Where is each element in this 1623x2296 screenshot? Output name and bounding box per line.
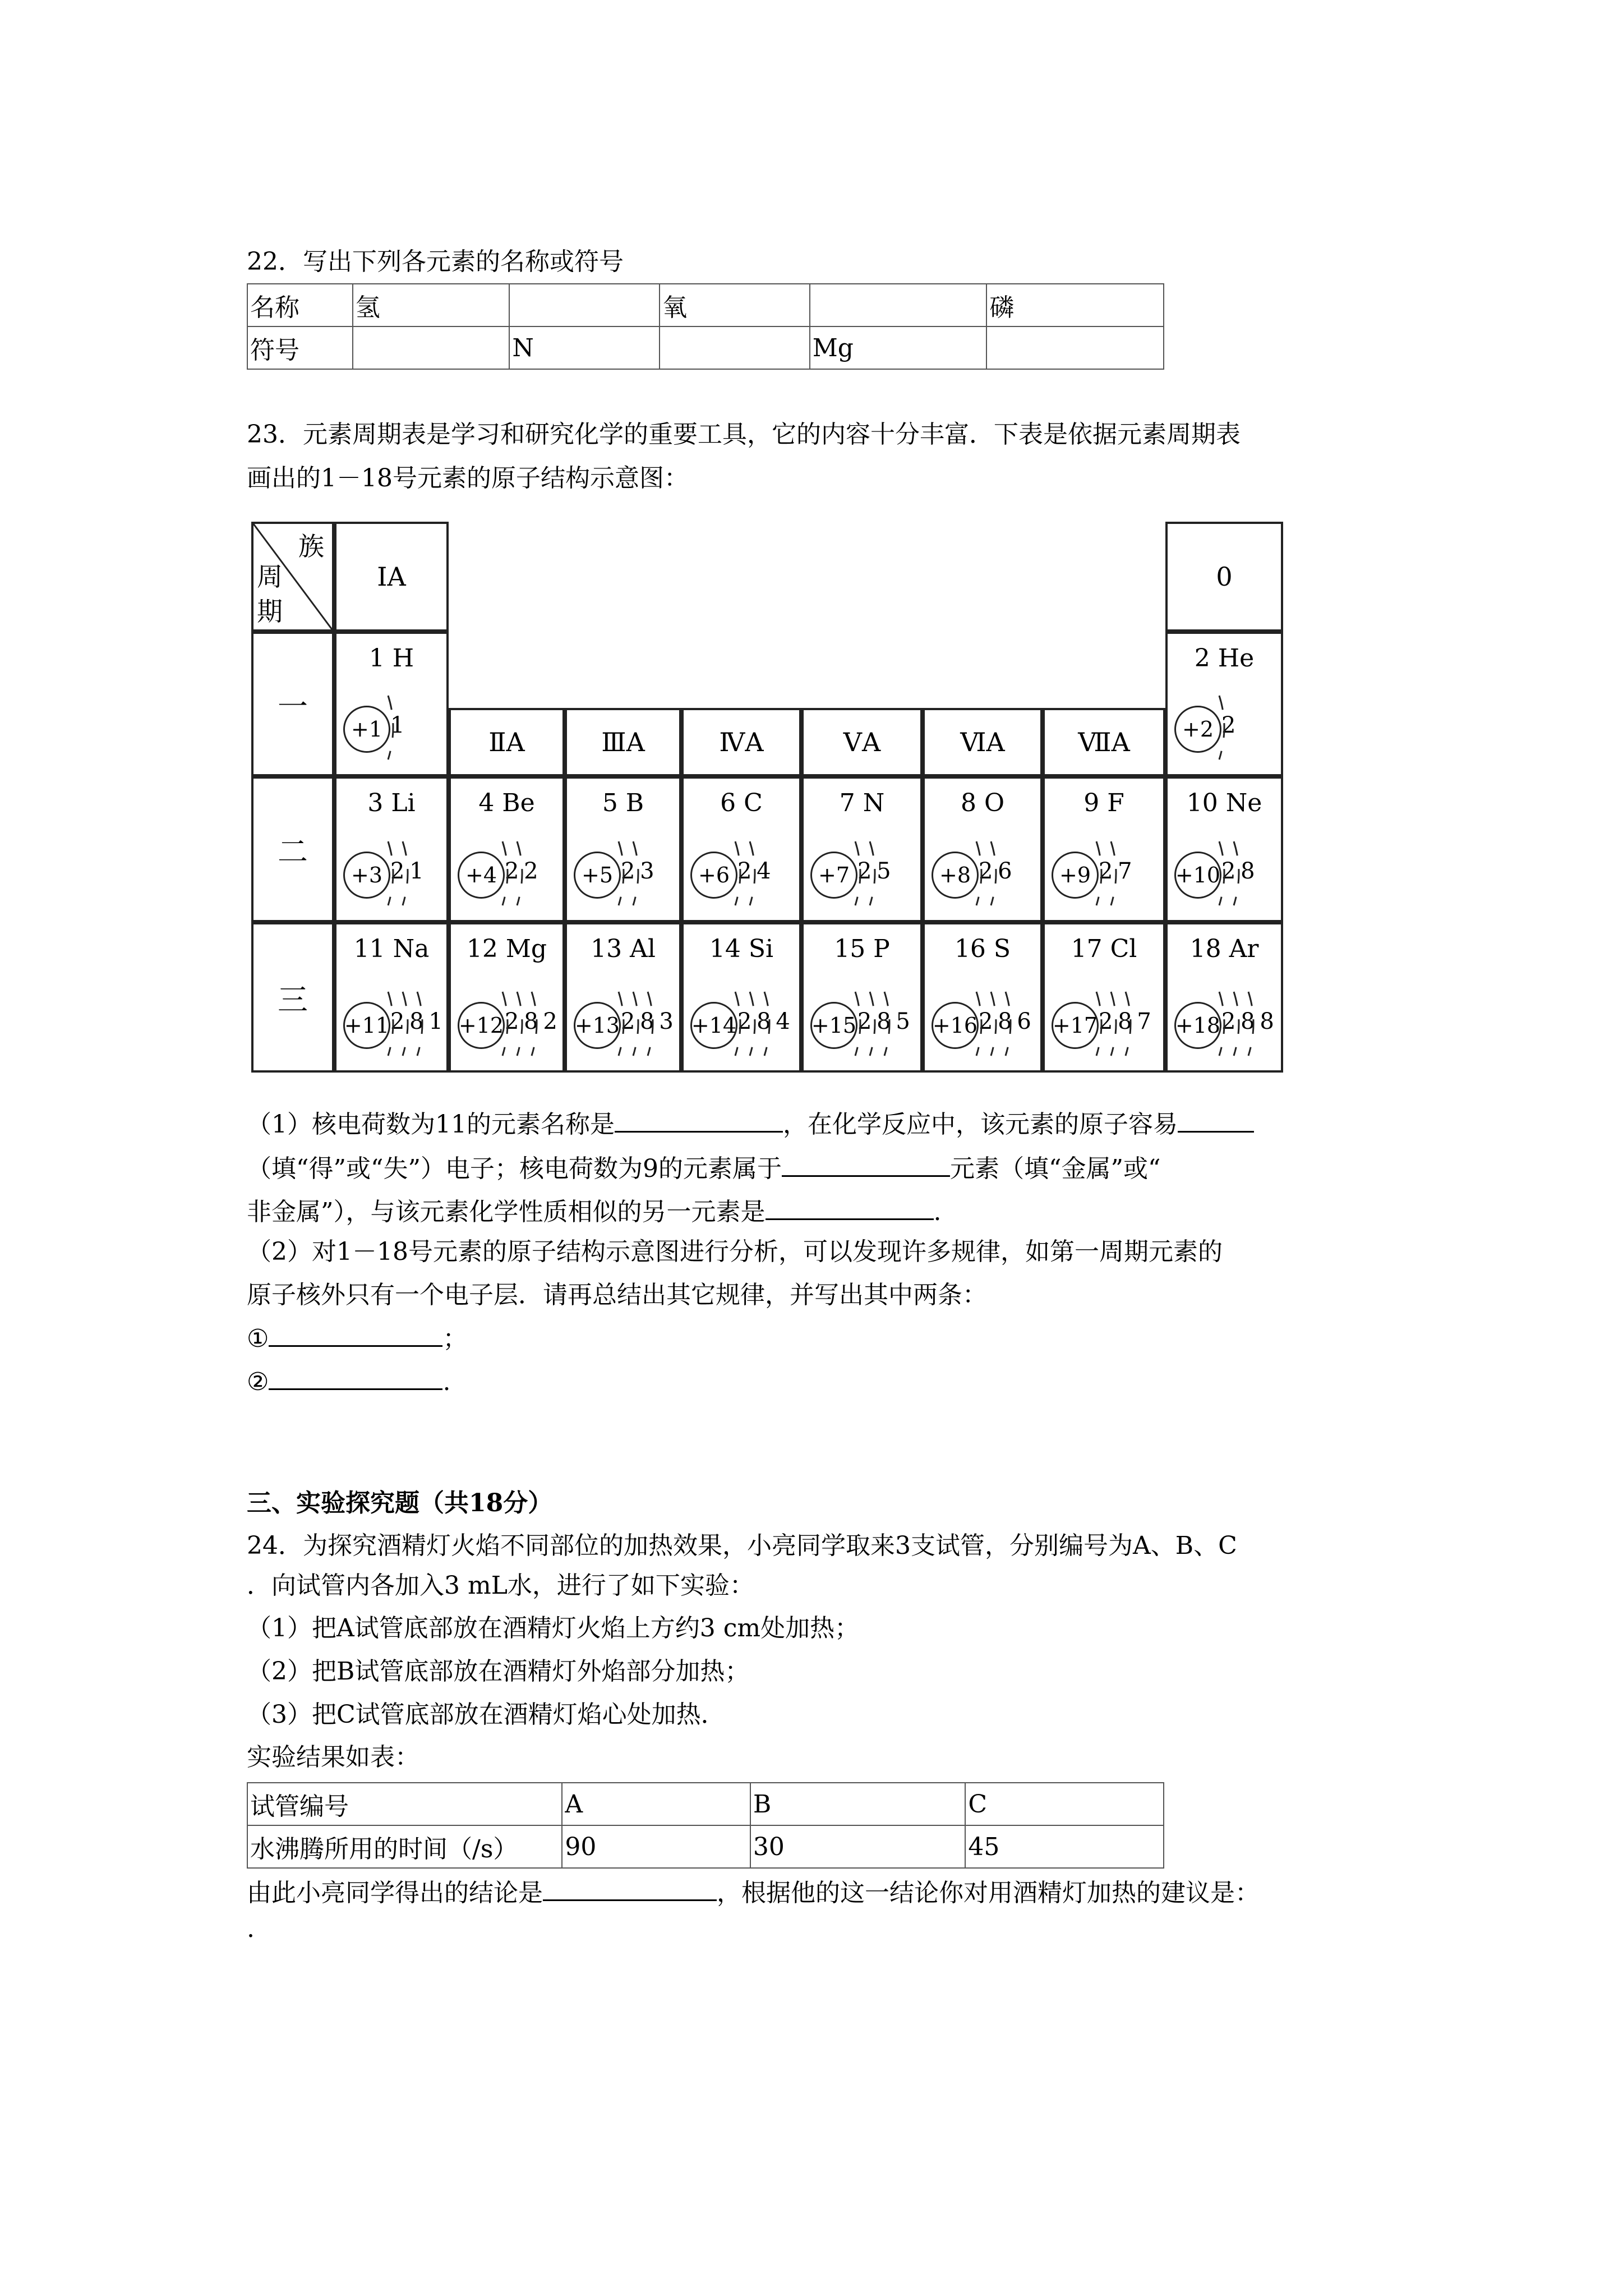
nucleus-charge: +18	[1175, 1013, 1221, 1038]
nucleus-charge: +3	[351, 863, 383, 887]
corner-header-cell	[251, 522, 334, 632]
atom-diagram	[451, 990, 562, 1062]
electron-shells: 2 8 7	[1099, 1009, 1150, 1034]
corner-period-label-2: 期	[257, 596, 283, 627]
q24-line3: （1）把A试管底部放在酒精灯火焰上方约3 cm处加热；	[247, 1614, 860, 1642]
element-cell	[449, 776, 565, 922]
electron-shells: 2 6	[979, 858, 1011, 884]
electron-shells: 2 8	[1221, 858, 1254, 884]
electron-shells: 2 8 1	[390, 1009, 442, 1034]
table-cell: 名称	[247, 284, 353, 326]
group-label: ⅡA	[488, 727, 525, 757]
group-header-IA	[334, 522, 449, 632]
nucleus-circle	[1174, 1002, 1221, 1049]
element-symbol: 3 Li	[367, 789, 416, 817]
nucleus-charge: +17	[1052, 1013, 1098, 1038]
electron-shells: 2 3	[621, 858, 653, 884]
atom-diagram	[684, 839, 799, 912]
atom-diagram	[1045, 839, 1163, 912]
electron-shells: 2 7	[1099, 858, 1131, 884]
q23-p1	[247, 1108, 1254, 1140]
period-label-cell	[251, 776, 334, 922]
nucleus-charge: +5	[581, 863, 614, 887]
q23-item1-marker: ①	[247, 1324, 269, 1353]
electron-shells: 2 5	[857, 858, 890, 884]
element-symbol: 15 P	[834, 935, 890, 963]
nucleus-circle	[574, 1002, 621, 1049]
period-label: 三	[278, 982, 308, 1018]
table-cell: A	[562, 1783, 750, 1825]
table-row	[247, 1825, 1164, 1868]
atom-diagram	[336, 839, 446, 912]
nucleus-circle	[343, 706, 390, 753]
element-symbol: 4 Be	[478, 789, 535, 817]
q23-p2-text-b: 元素（填“金属”或“	[949, 1154, 1161, 1183]
electron-shells: 2 8 4	[737, 1009, 789, 1034]
element-symbol: 17 Cl	[1071, 935, 1137, 963]
q24-line1: 24．为探究酒精灯火焰不同部位的加热效果，小亮同学取来3支试管，分别编号为A、B、C	[247, 1531, 1237, 1560]
table-cell: B	[750, 1783, 966, 1825]
table-cell: 水沸腾所用的时间（/s）	[247, 1825, 562, 1868]
element-cell	[801, 776, 923, 922]
table-cell: 30	[750, 1825, 966, 1868]
element-symbol: 2 He	[1194, 644, 1255, 673]
q22-title: 22．写出下列各元素的名称或符号	[247, 247, 624, 276]
element-cell	[681, 922, 801, 1073]
nucleus-circle	[343, 852, 390, 899]
shell-arcs	[853, 987, 920, 1060]
nucleus-charge: +10	[1175, 863, 1221, 887]
nucleus-circle	[1052, 852, 1099, 899]
atom-diagram	[684, 990, 799, 1062]
atom-diagram	[804, 839, 920, 912]
element-cell	[923, 922, 1043, 1073]
q23-p3	[247, 1196, 942, 1227]
element-symbol: 1 H	[368, 644, 414, 673]
answer-blank-rule-1[interactable]	[269, 1323, 442, 1347]
q23-p3-text-a: 非金属”），与该元素化学性质相似的另一元素是	[247, 1198, 766, 1226]
nucleus-circle	[932, 852, 979, 899]
nucleus-circle	[1052, 1002, 1099, 1049]
element-symbol: 8 O	[960, 789, 1005, 817]
shell-arcs	[386, 987, 453, 1060]
element-cell	[334, 922, 449, 1073]
element-cell	[565, 922, 681, 1073]
element-cell	[801, 922, 923, 1073]
answer-blank-similar-element[interactable]	[766, 1196, 934, 1220]
group-header	[565, 708, 681, 776]
element-symbol: 14 Si	[709, 935, 774, 963]
element-symbol: 13 Al	[591, 935, 656, 963]
element-symbol: 6 C	[720, 789, 763, 817]
electron-shells: 2 8 2	[505, 1009, 556, 1034]
nucleus-charge: +6	[698, 863, 730, 887]
table-row	[247, 1783, 1164, 1825]
atom-diagram	[336, 693, 446, 766]
shell-arcs	[386, 691, 453, 764]
q23-p1-text-b: ，在化学反应中，该元素的原子容易	[782, 1110, 1178, 1139]
shell-arcs	[1217, 987, 1284, 1060]
element-symbol: 7 N	[839, 789, 885, 817]
nucleus-charge: +8	[939, 863, 971, 887]
shell-arcs	[1217, 837, 1284, 910]
shell-arcs	[500, 837, 568, 910]
group-label: ⅤA	[843, 727, 881, 757]
shell-arcs	[733, 987, 800, 1060]
nucleus-charge: +4	[465, 863, 497, 887]
electron-shells: 2 1	[390, 858, 423, 884]
q23-item2-marker: ②	[247, 1368, 269, 1396]
nucleus-circle	[458, 852, 505, 899]
nucleus-circle	[690, 852, 737, 899]
period-label: 一	[278, 688, 308, 724]
table-cell: C	[965, 1783, 1164, 1825]
element-cell	[565, 776, 681, 922]
element-cell	[1165, 776, 1283, 922]
electron-shells: 1	[390, 712, 404, 738]
q24-conclusion-text-a: 由此小亮同学得出的结论是	[247, 1879, 543, 1907]
atom-diagram	[1168, 990, 1281, 1062]
group-header	[449, 708, 565, 776]
table-cell: Mg	[810, 326, 987, 369]
element-cell	[449, 922, 565, 1073]
table-cell: 符号	[247, 326, 353, 369]
shell-arcs	[974, 987, 1041, 1060]
shell-arcs	[853, 837, 920, 910]
nucleus-charge: +2	[1182, 717, 1214, 742]
q23-p5: 原子核外只有一个电子层．请再总结出其它规律，并写出其中两条：	[247, 1281, 987, 1309]
atom-diagram	[567, 990, 679, 1062]
electron-shells: 2	[1221, 712, 1235, 738]
nucleus-circle	[343, 1002, 390, 1049]
nucleus-charge: +13	[574, 1013, 620, 1038]
group-header	[923, 708, 1043, 776]
shell-arcs	[616, 987, 684, 1060]
q23-item2	[247, 1366, 450, 1397]
atom-diagram	[925, 990, 1040, 1062]
element-symbol: 11 Na	[353, 935, 430, 963]
q23-item2-end: .	[442, 1368, 451, 1396]
shell-arcs	[1094, 987, 1161, 1060]
group-label: ⅠA	[377, 562, 406, 592]
shell-arcs	[1094, 837, 1161, 910]
q23-p4: （2）对1－18号元素的原子结构示意图进行分析，可以发现许多规律，如第一周期元素的	[247, 1237, 1223, 1266]
nucleus-circle	[574, 852, 621, 899]
electron-shells: 2 2	[505, 858, 537, 884]
nucleus-charge: +9	[1059, 863, 1091, 887]
group-label: 0	[1216, 562, 1233, 592]
electron-shells: 2 8 8	[1221, 1009, 1273, 1034]
nucleus-charge: +15	[811, 1013, 857, 1038]
period-label-cell	[251, 632, 334, 776]
table-cell: 氢	[353, 284, 510, 326]
element-cell	[1043, 776, 1165, 922]
atom-diagram	[451, 839, 562, 912]
group-header-0	[1165, 522, 1283, 632]
element-symbol: 9 F	[1083, 789, 1124, 817]
nucleus-charge: +1	[351, 717, 383, 742]
shell-arcs	[616, 837, 684, 910]
q23-intro-line2: 画出的1－18号元素的原子结构示意图：	[247, 464, 689, 493]
answer-blank-conclusion[interactable]	[543, 1877, 717, 1901]
period-label: 二	[278, 834, 308, 869]
q24-line6: 实验结果如表：	[247, 1743, 419, 1772]
nucleus-charge: +16	[932, 1013, 978, 1038]
atom-diagram	[925, 839, 1040, 912]
group-label: ⅢA	[601, 727, 645, 757]
q24-line4: （2）把B试管底部放在酒精灯外焰部分加热；	[247, 1657, 750, 1686]
group-header	[1043, 708, 1165, 776]
table-cell: 磷	[986, 284, 1164, 326]
answer-blank-gain-lose[interactable]	[1178, 1108, 1254, 1133]
q24-conclusion	[247, 1877, 1260, 1908]
electron-shells: 2 8 6	[979, 1009, 1030, 1034]
nucleus-circle	[1174, 706, 1221, 753]
element-cell	[1043, 922, 1165, 1073]
q23-p2-text-a: （填“得”或“失”）电子；核电荷数为9的元素属于	[247, 1154, 782, 1183]
q23-item1	[247, 1323, 467, 1354]
electron-shells: 2 8 3	[621, 1009, 672, 1034]
atom-diagram	[336, 990, 446, 1062]
nucleus-circle	[932, 1002, 979, 1049]
q24-line2: ．向试管内各加入3 mL水，进行了如下实验：	[247, 1571, 754, 1600]
atom-diagram	[1168, 693, 1281, 766]
group-label: ⅦA	[1078, 727, 1130, 757]
period-label-cell	[251, 922, 334, 1073]
nucleus-circle	[810, 852, 857, 899]
element-symbol: 16 S	[954, 935, 1011, 963]
corner-group-label: 族	[298, 531, 324, 562]
corner-period-label-1: 周	[257, 562, 283, 592]
nucleus-circle	[458, 1002, 505, 1049]
answer-blank-rule-2[interactable]	[269, 1366, 442, 1390]
nucleus-circle	[810, 1002, 857, 1049]
atom-diagram	[804, 990, 920, 1062]
group-label: ⅥA	[960, 727, 1005, 757]
element-cell	[334, 776, 449, 922]
table-cell: 试管编号	[247, 1783, 562, 1825]
group-header	[681, 708, 801, 776]
atom-diagram	[1045, 990, 1163, 1062]
nucleus-circle	[1174, 852, 1221, 899]
q23-p3-text-b: .	[933, 1198, 942, 1226]
element-cell	[681, 776, 801, 922]
element-cell	[1165, 922, 1283, 1073]
atom-diagram	[567, 839, 679, 912]
table-cell: 45	[965, 1825, 1164, 1868]
element-symbol: 10 Ne	[1186, 789, 1262, 817]
shell-arcs	[974, 837, 1041, 910]
section3-title: 三、实验探究题（共18分）	[247, 1489, 553, 1517]
element-cell	[1165, 632, 1283, 776]
shell-arcs	[500, 987, 568, 1060]
answer-blank-metal-type[interactable]	[782, 1153, 950, 1177]
q24-conclusion-text-b: ，根据他的这一结论你对用酒精灯加热的建议是：	[717, 1879, 1260, 1907]
table-cell: 90	[562, 1825, 750, 1868]
shell-arcs	[386, 837, 453, 910]
electron-shells: 2 4	[737, 858, 770, 884]
atom-diagram	[1168, 839, 1281, 912]
nucleus-circle	[690, 1002, 737, 1049]
table-cell: 氧	[660, 284, 810, 326]
element-symbol: 18 Ar	[1189, 935, 1259, 963]
q24-results-table	[247, 1782, 1164, 1869]
q23-p2	[247, 1153, 1160, 1184]
answer-blank-element-name[interactable]	[615, 1108, 783, 1133]
q24-conclusion-end: .	[247, 1915, 255, 1943]
nucleus-charge: +7	[818, 863, 850, 887]
q23-p1-text-a: （1）核电荷数为11的元素名称是	[247, 1110, 615, 1139]
element-symbol: 12 Mg	[466, 935, 547, 963]
nucleus-charge: +11	[344, 1013, 390, 1038]
shell-arcs	[733, 837, 800, 910]
q23-intro-line1: 23．元素周期表是学习和研究化学的重要工具，它的内容十分丰富．下表是依据元素周期表	[247, 420, 1241, 449]
group-header	[801, 708, 923, 776]
q23-item1-end: ；	[442, 1324, 468, 1353]
shell-arcs	[1217, 691, 1284, 764]
table-cell: N	[509, 326, 660, 369]
electron-shells: 2 8 5	[857, 1009, 909, 1034]
q24-line5: （3）把C试管底部放在酒精灯焰心处加热．	[247, 1700, 726, 1729]
element-cell	[923, 776, 1043, 922]
nucleus-charge: +14	[691, 1013, 737, 1038]
periodic-table	[0, 0, 1623, 1094]
element-cell	[334, 632, 449, 776]
group-label: ⅣA	[719, 727, 764, 757]
element-symbol: 5 B	[602, 789, 644, 817]
nucleus-charge: +12	[458, 1013, 504, 1038]
